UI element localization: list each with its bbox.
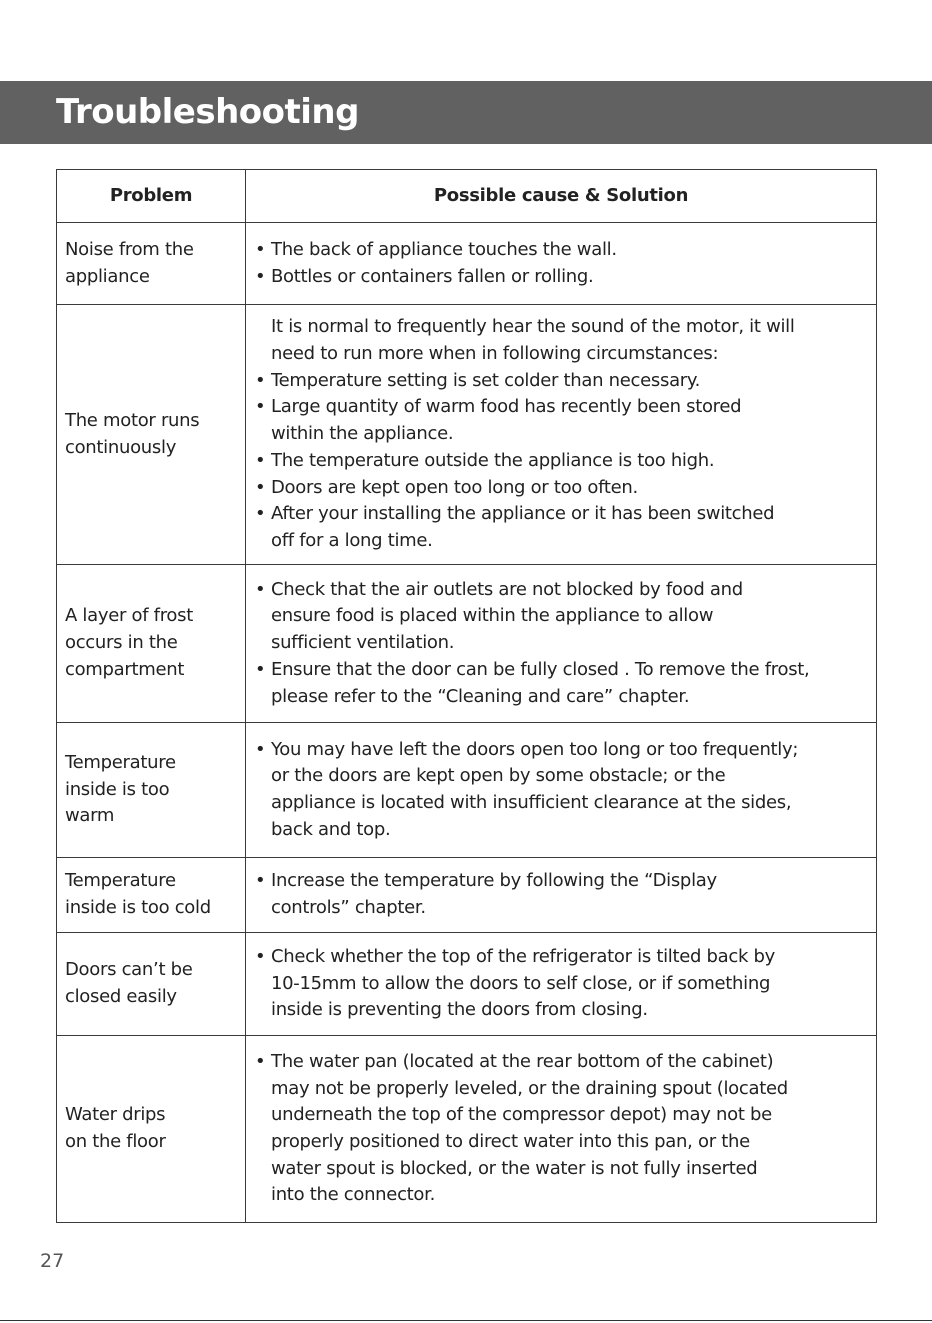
- solution-text: back and top.: [271, 818, 391, 840]
- solution-line: [255, 684, 868, 711]
- table-row: [57, 223, 877, 305]
- bullet-icon: •: [255, 396, 266, 418]
- problem-line: warm: [65, 805, 115, 827]
- solution-line: [255, 448, 868, 475]
- bullet-icon: •: [255, 476, 266, 498]
- bullet-icon: •: [255, 945, 266, 967]
- solution-line: [255, 1129, 868, 1156]
- problem-line: Doors can’t be: [65, 959, 193, 981]
- solution-line: [255, 475, 868, 502]
- solution-text: ensure food is placed within the appliance to allow: [271, 605, 714, 627]
- problem-line: Temperature: [65, 751, 176, 773]
- problem-cell: [57, 223, 246, 305]
- bullet-icon: •: [255, 738, 266, 760]
- title-banner: [0, 81, 932, 144]
- solution-cell: [246, 305, 877, 565]
- solution-text: The back of appliance touches the wall.: [271, 238, 617, 260]
- solution-line: [255, 577, 868, 604]
- problem-line: continuously: [65, 436, 177, 458]
- problem-line: Noise from the: [65, 238, 194, 260]
- solution-text: Doors are kept open too long or too often.: [271, 476, 638, 498]
- bullet-icon: •: [255, 449, 266, 471]
- bullet-icon: •: [255, 658, 266, 680]
- solution-line: [255, 997, 868, 1024]
- table-header-row: [57, 170, 877, 223]
- solution-line: [255, 501, 868, 528]
- table-row: [57, 858, 877, 933]
- problem-line: on the floor: [65, 1131, 166, 1152]
- solution-text: please refer to the “Cleaning and care” chapter.: [271, 685, 690, 707]
- problem-cell: [57, 723, 246, 858]
- solution-text: Increase the temperature by following the “Display: [271, 870, 717, 892]
- solution-line: [255, 630, 868, 657]
- solution-text: appliance is located with insufficient clearance at the sides,: [271, 792, 792, 813]
- solution-text: Check whether the top of the refrigerator is tilted back by: [271, 945, 776, 967]
- footer-divider: [0, 1320, 932, 1321]
- problem-cell: [57, 305, 246, 565]
- solution-text: into the connector.: [271, 1184, 435, 1206]
- solution-text: sufficient ventilation.: [271, 632, 455, 654]
- problem-line: The motor runs: [65, 409, 200, 431]
- header-solution: Possible cause & Solution: [246, 170, 877, 223]
- problem-line: A layer of frost: [65, 605, 193, 627]
- solution-line: [255, 264, 868, 291]
- solution-line: [255, 1156, 868, 1183]
- bullet-icon: •: [255, 870, 266, 892]
- problem-line: inside is too cold: [65, 897, 211, 918]
- solution-line: [255, 868, 868, 895]
- solution-line: [255, 368, 868, 395]
- solution-cell: [246, 723, 877, 858]
- solution-line: [255, 657, 868, 684]
- problem-line: closed easily: [65, 986, 177, 1007]
- problem-line: inside is too: [65, 778, 170, 800]
- solution-line: [255, 817, 868, 844]
- solution-text: After your installing the appliance or it has been switched: [271, 503, 775, 525]
- solution-text: may not be properly leveled, or the draining spout (located: [271, 1077, 788, 1099]
- solution-line: [255, 1102, 868, 1129]
- solution-text: Temperature setting is set colder than necessary.: [271, 369, 701, 391]
- problem-line: Temperature: [65, 870, 176, 892]
- solution-line: [255, 944, 868, 971]
- header-problem: Problem: [57, 170, 246, 223]
- solution-line: [255, 528, 868, 555]
- solution-cell: [246, 1036, 877, 1223]
- problem-cell: [57, 565, 246, 723]
- problem-line: appliance: [65, 265, 150, 287]
- solution-line: [255, 314, 868, 341]
- solution-text: 10-15mm to allow the doors to self close, or if something: [271, 972, 771, 994]
- solution-text: The temperature outside the appliance is too high.: [271, 449, 715, 471]
- solution-line: [255, 341, 868, 368]
- bullet-icon: •: [255, 503, 266, 525]
- solution-line: [255, 763, 868, 790]
- table-row: [57, 933, 877, 1036]
- solution-line: [255, 737, 868, 764]
- bullet-icon: •: [255, 265, 266, 287]
- table-row: [57, 1036, 877, 1223]
- solution-cell: [246, 565, 877, 723]
- solution-cell: [246, 933, 877, 1036]
- table-row: [57, 565, 877, 723]
- page-title: Troubleshooting: [56, 92, 359, 132]
- solution-text: within the appliance.: [271, 423, 454, 445]
- troubleshooting-table: [56, 169, 877, 1223]
- solution-line: [255, 971, 868, 998]
- solution-line: [255, 1076, 868, 1103]
- solution-text: Check that the air outlets are not blocked by food and: [271, 578, 743, 600]
- solution-text: The water pan (located at the rear bottom of the cabinet): [271, 1050, 774, 1072]
- bullet-icon: •: [255, 369, 266, 391]
- solution-line: [255, 421, 868, 448]
- problem-line: Water drips: [65, 1104, 166, 1126]
- table-row: [57, 723, 877, 858]
- problem-cell: [57, 858, 246, 933]
- problem-cell: [57, 1036, 246, 1223]
- solution-text: controls” chapter.: [271, 897, 426, 918]
- solution-text: Ensure that the door can be fully closed . To remove the frost,: [271, 658, 810, 680]
- page-number: 27: [40, 1250, 65, 1272]
- solution-line: [255, 1049, 868, 1076]
- bullet-icon: •: [255, 238, 266, 260]
- solution-text: It is normal to frequently hear the sound of the motor, it will: [271, 316, 795, 338]
- solution-cell: [246, 858, 877, 933]
- solution-text: need to run more when in following circumstances:: [271, 343, 719, 365]
- solution-text: off for a long time.: [271, 529, 433, 551]
- solution-line: [255, 895, 868, 922]
- solution-text: You may have left the doors open too long or too frequently;: [271, 738, 799, 760]
- solution-line: [255, 790, 868, 817]
- solution-line: [255, 603, 868, 630]
- bullet-icon: •: [255, 1050, 266, 1072]
- solution-cell: [246, 223, 877, 305]
- solution-text: Large quantity of warm food has recently been stored: [271, 396, 742, 418]
- bullet-icon: •: [255, 578, 266, 600]
- solution-text: or the doors are kept open by some obstacle; or the: [271, 765, 726, 787]
- solution-line: [255, 237, 868, 264]
- solution-text: inside is preventing the doors from closing.: [271, 999, 648, 1021]
- problem-cell: [57, 933, 246, 1036]
- solution-text: underneath the top of the compressor depot) may not be: [271, 1104, 772, 1126]
- table-row: [57, 305, 877, 565]
- solution-line: [255, 394, 868, 421]
- solution-line: [255, 1182, 868, 1209]
- solution-text: water spout is blocked, or the water is not fully inserted: [271, 1157, 758, 1179]
- solution-text: Bottles or containers fallen or rolling.: [271, 265, 594, 287]
- problem-line: occurs in the: [65, 632, 178, 654]
- solution-text: properly positioned to direct water into this pan, or the: [271, 1131, 750, 1152]
- problem-line: compartment: [65, 658, 185, 680]
